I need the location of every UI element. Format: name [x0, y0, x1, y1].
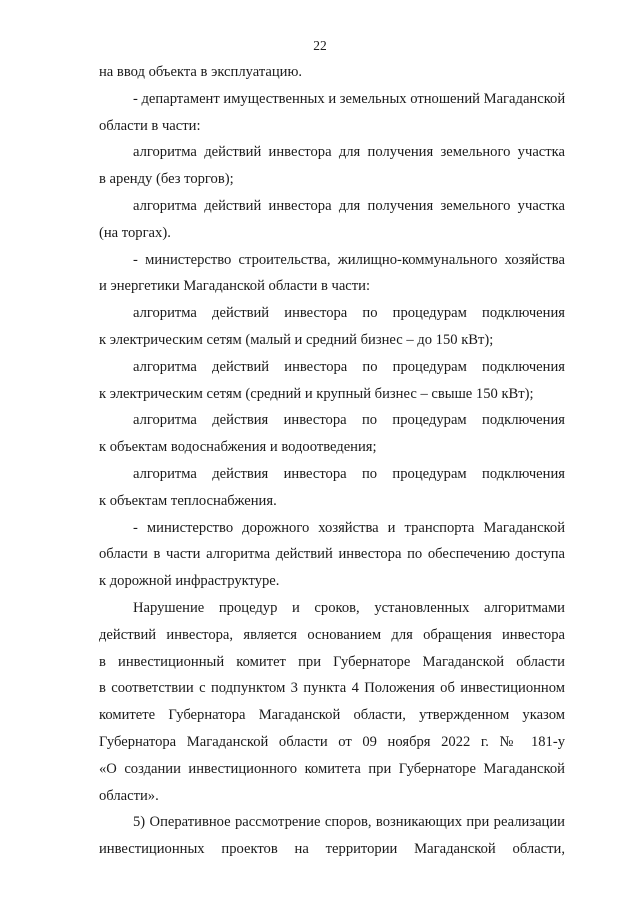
text-line: 5) Оперативное рассмотрение споров, возникающих при реализации: [133, 814, 565, 831]
text-line: «О создании инвестиционного комитета при Губернаторе Магаданской: [99, 760, 565, 777]
text-line: в соответствии с подпунктом 3 пункта 4 Положения об инвестиционном: [99, 680, 565, 697]
text-line: области в части алгоритма действий инвестора по обеспечению доступа: [99, 546, 565, 563]
text-line: алгоритма действия инвестора по процедурам подключения: [133, 465, 565, 482]
text-line: в аренду (без торгов);: [99, 171, 234, 188]
text-line: - департамент имущественных и земельных отношений Магаданской: [133, 90, 566, 107]
text-line: на ввод объекта в эксплуатацию.: [99, 64, 303, 80]
text-line: к объектам водоснабжения и водоотведения;: [99, 439, 377, 456]
text-line: - министерство дорожного хозяйства и транспорта Магаданской: [133, 519, 565, 536]
text-line: к дорожной инфраструктуре.: [99, 573, 280, 590]
text-line: алгоритма действий инвестора по процедурам подключения: [133, 305, 565, 322]
text-line: - министерство строительства, жилищно-коммунального хозяйства: [133, 251, 565, 268]
text-line: области».: [99, 787, 159, 804]
text-line: действий инвестора, является основанием для обращения инвестора: [99, 626, 565, 643]
text-line: и энергетики Магаданской области в части:: [99, 278, 371, 295]
text-line: алгоритма действия инвестора по процедурам подключения: [133, 412, 565, 429]
text-line: в инвестиционный комитет при Губернаторе Магаданской области: [99, 653, 565, 670]
text-line: алгоритма действий инвестора для получения земельного участка: [133, 197, 565, 214]
document-body: [99, 63, 565, 867]
page-number: 22: [313, 38, 327, 53]
text-line: Губернатора Магаданской области от 09 ноября 2022 г. № 181-у: [99, 733, 565, 750]
text-line: к объектам теплоснабжения.: [99, 492, 277, 509]
text-line: алгоритма действий инвестора для получения земельного участка: [133, 144, 565, 161]
text-line: Нарушение процедур и сроков, установленных алгоритмами: [133, 599, 565, 616]
text-line: области в части:: [99, 117, 201, 134]
text-line: (на торгах).: [99, 224, 171, 241]
text-line: комитете Губернатора Магаданской области, утвержденном указом: [99, 707, 565, 724]
text-line: инвестиционных проектов на территории Магаданской области,: [99, 841, 565, 858]
text-line: алгоритма действий инвестора по процедурам подключения: [133, 358, 565, 375]
text-line: к электрическим сетям (средний и крупный бизнес – свыше 150 кВт);: [99, 385, 534, 402]
text-line: к электрическим сетям (малый и средний бизнес – до 150 кВт);: [99, 331, 494, 348]
